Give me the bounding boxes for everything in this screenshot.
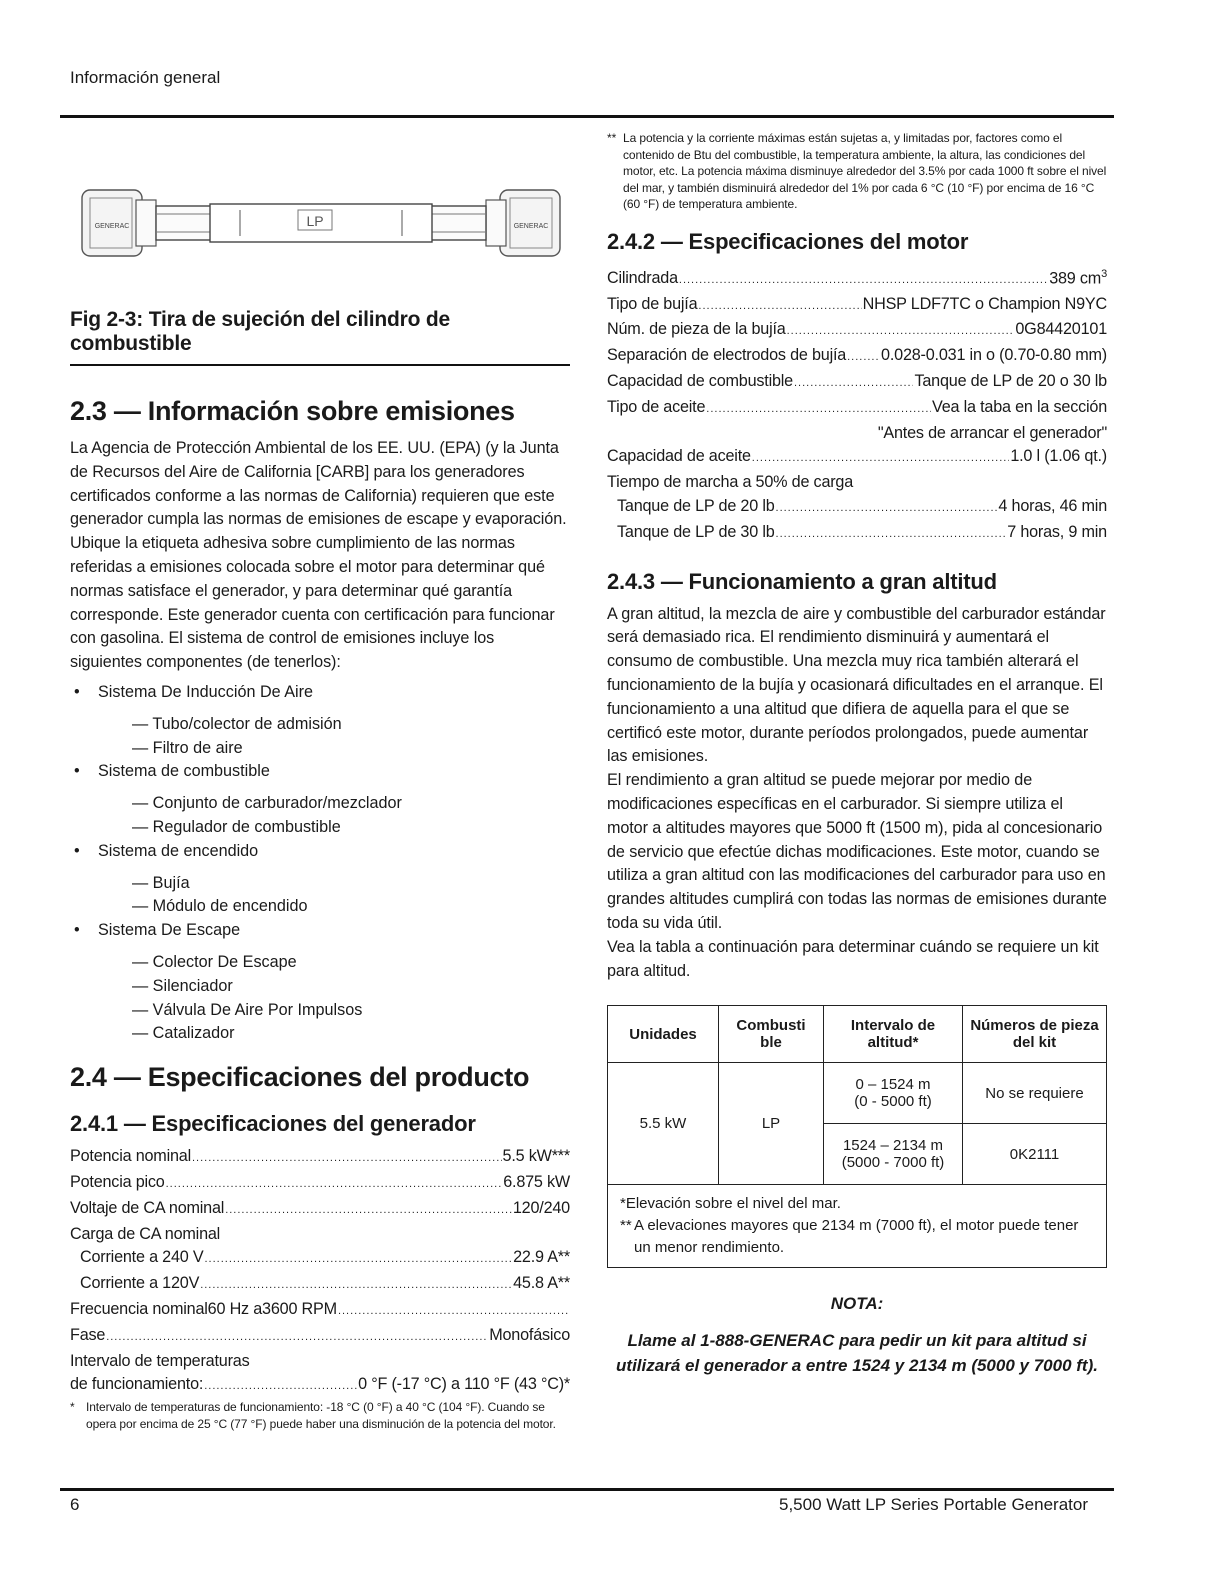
spec-runtime-label: Tiempo de marcha a 50% de carga xyxy=(607,473,854,492)
nota-body: Llame al 1-888-GENERAC para pedir un kit para altitud si utilizará el generador a entre 1524 y 2134 m (5000 y 7000 ft). xyxy=(616,1331,1098,1376)
figure-caption: Fig 2-3: Tira de sujeción del cilindro de combustible xyxy=(70,308,570,366)
spec-spark-plug-type: Tipo de bujía ..... NHSP LDF7TC o Champion N9YC xyxy=(607,293,1107,319)
table-header: Números de pieza del kit xyxy=(963,1006,1107,1063)
right-column xyxy=(607,130,1107,1378)
fuel-strap-illustration xyxy=(70,170,570,288)
table-header-row xyxy=(608,1006,1107,1063)
list-item: • Sistema De Inducción De Aire — Tubo/colector de admisión — Filtro de aire xyxy=(70,681,570,760)
spec-rated-voltage: Voltaje de CA nominal ..... 120/240 xyxy=(70,1197,570,1223)
spec-current-240: Corriente a 240 V ..... 22.9 A** xyxy=(70,1246,570,1272)
emissions-heading: 2.3 — Información sobre emisiones xyxy=(70,396,515,426)
list-item: — Filtro de aire xyxy=(132,738,243,757)
spec-peak-power: Potencia pico ..... 6.875 kW xyxy=(70,1171,570,1197)
footer-doc-title: 5,500 Watt LP Series Portable Generator xyxy=(778,1495,1088,1514)
fuel-strap-figure xyxy=(70,170,570,288)
spec-operating-temp: de funcionamiento: ..... 0 °F (-17 °C) a 110 °F (43 °C)* xyxy=(70,1373,570,1399)
spec-oil-type: Tipo de aceite ..... Vea la taba en la sección xyxy=(607,396,1107,422)
spec-temp-range-label: Intervalo de temperaturas xyxy=(70,1351,250,1370)
table-notes-row xyxy=(608,1185,1107,1268)
altitude-heading: 2.4.3 — Funcionamiento a gran altitud xyxy=(607,568,997,594)
table-cell-kit: 0K2111 xyxy=(963,1124,1107,1185)
spec-displacement: Cilindrada ..... 389 $cm^3$ xyxy=(607,263,1107,293)
spec-electrode-gap: Separación de electrodos de bujía ..... 0.028-0.031 in o (0.70-0.80 mm) xyxy=(607,344,1107,370)
list-item: — Silenciador xyxy=(132,976,233,995)
table-cell-kit: No se requiere xyxy=(963,1063,1107,1124)
table-cell-range: 0 – 1524 m (0 - 5000 ft) xyxy=(824,1063,963,1124)
altitude-paragraph-1: A gran altitud, la mezcla de aire y combustible del carburador estándar será demasiado rica. El rendimiento disminuirá y aumentará el consumo de combustible. Una mezcla muy rica también alterará el funcionamiento de la bujía y ocasionará dificultades en el arranque. El funcionamiento a una altitud que difiera de aquella para el que se certificó este motor, durante períodos prolongados, puede aumentar las emisiones. xyxy=(607,604,1106,766)
table-header: Combusti ble xyxy=(719,1006,824,1063)
list-item: — Regulador de combustible xyxy=(132,817,341,836)
power-footnote: ** La potencia y la corriente máximas están sujetas a, y limitadas por, factores como el contenido de Btu del combustible, la temperatura ambiente, la altura, las condiciones del motor, etc. La potencia máxima disminuye alrededor del 3.5% por cada 1000 ft sobre el nivel del mar, y también disminuirá alrededor del 1% por cada 6 °C (10 °F) por encima de 16 °C (60 °F) de temperatura ambiente. xyxy=(607,131,1107,211)
left-cap-label: GENERAC xyxy=(94,223,130,230)
list-item: • Sistema de encendido — Bujía — Módulo de encendido xyxy=(70,840,570,919)
spec-rated-power: Potencia nominal ..... 5.5 kW*** xyxy=(70,1145,570,1171)
generator-specs-heading: 2.4.1 — Especificaciones del generador xyxy=(70,1111,476,1137)
list-item: • Sistema de combustible — Conjunto de carburador/mezclador — Regulador de combustible xyxy=(70,760,570,839)
altitude-paragraph-3: Vea la tabla a continuación para determinar cuándo se requiere un kit para altitud. xyxy=(607,937,1099,980)
spec-fuel-capacity: Capacidad de combustible ..... Tanque de LP de 20 o 30 lb xyxy=(607,370,1107,396)
product-specs-heading: 2.4 — Especificaciones del producto xyxy=(70,1062,530,1093)
list-item: — Tubo/colector de admisión xyxy=(132,714,342,733)
nota-title: NOTA: xyxy=(830,1294,884,1314)
header-rule xyxy=(60,115,1114,118)
spec-rated-load-label: Carga de CA nominal xyxy=(70,1224,221,1243)
list-item: — Válvula De Aire Por Impulsos xyxy=(132,1000,363,1019)
engine-specs-heading: 2.4.2 — Especificaciones del motor xyxy=(607,228,969,254)
list-item: — Catalizador xyxy=(132,1024,235,1043)
temperature-footnote: * Intervalo de temperaturas de funcionamiento: -18 °C (0 °F) a 40 °C (104 °F). Cuando se opera por encima de 25 °C (77 °F) puede haber una disminución de la potencia del motor. xyxy=(70,1400,556,1431)
emissions-intro: La Agencia de Protección Ambiental de los EE. UU. (EPA) (y la Junta de Recursos del Aire de California [CARB] para los generadores certificados conforme a las normas de California) requieren que este generador cumpla las normas de emisiones de escape y evaporación. Ubique la etiqueta adhesiva sobre cumplimiento de las normas referidas a emisiones colocada sobre el motor para determinar qué normas satisface el generador, y para determinar qué garantía corresponde. Este generador cuenta con certificación para funcionar con gasolina. El sistema de control de emisiones incluye los siguientes componentes (de tenerlos): xyxy=(70,439,567,672)
spec-tank-20: Tanque de LP de 20 lb ..... 4 horas, 46 min xyxy=(607,495,1107,521)
table-header: Intervalo de altitud* xyxy=(824,1006,963,1063)
spec-tank-30: Tanque de LP de 30 lb ..... 7 horas, 9 min xyxy=(607,521,1107,547)
generator-spec-list xyxy=(70,1145,570,1399)
right-cap-label: GENERAC xyxy=(513,223,549,230)
altitude-kit-table xyxy=(607,1005,1107,1268)
spec-oil-capacity: Capacidad de aceite ..... 1.0 l (1.06 qt.) xyxy=(607,445,1107,471)
spec-oil-type-cont: "Antes de arrancar el generador" xyxy=(877,423,1107,442)
table-row xyxy=(608,1063,1107,1124)
page-number: 6 xyxy=(70,1495,80,1514)
strap-lp-label: LP xyxy=(306,213,324,229)
spec-phase: Fase ..... Monofásico xyxy=(70,1324,570,1350)
list-item: — Conjunto de carburador/mezclador xyxy=(132,794,402,813)
spec-spark-plug-part: Núm. de pieza de la bujía ..... 0G84420101 xyxy=(607,318,1107,344)
spec-current-120: Corriente a 120V ..... 45.8 A** xyxy=(70,1272,570,1298)
spec-frequency: Frecuencia nominal60 Hz a3600 RPM ..... xyxy=(70,1298,570,1324)
altitude-paragraph-2: El rendimiento a gran altitud se puede mejorar por medio de modificaciones específicas en el carburador. Si siempre utiliza el motor a altitudes mayores que 5000 ft (1500 m), pida al concesionario de servicio que efectúe dichas modificaciones. Este motor, cuando se utiliza a gran altitud con las modificaciones del carburador para uso en grandes altitudes cumplirá con todas las normas de emisiones durante toda su vida útil. xyxy=(607,771,1107,933)
page-header: Información general xyxy=(70,68,221,87)
table-cell-fuel: LP xyxy=(719,1063,824,1185)
engine-spec-list xyxy=(607,263,1107,547)
table-notes: *Elevación sobre el nivel del mar. ** A elevaciones mayores que 2134 m (7000 ft), el motor puede tener un menor rendimiento. xyxy=(608,1185,1107,1268)
footer-rule xyxy=(60,1488,1114,1491)
table-cell-range: 1524 – 2134 m (5000 - 7000 ft) xyxy=(824,1124,963,1185)
list-item: — Bujía xyxy=(132,873,190,892)
left-column xyxy=(70,130,570,1432)
list-item: — Colector De Escape xyxy=(132,952,297,971)
list-item: • Sistema De Escape — Colector De Escape — Silenciador — Válvula De Aire Por Impulsos — Catalizador xyxy=(70,919,570,1046)
table-header: Unidades xyxy=(608,1006,719,1063)
table-cell-unit: 5.5 kW xyxy=(608,1063,719,1185)
list-item: — Módulo de encendido xyxy=(132,897,308,916)
emissions-systems-list xyxy=(70,681,570,1046)
